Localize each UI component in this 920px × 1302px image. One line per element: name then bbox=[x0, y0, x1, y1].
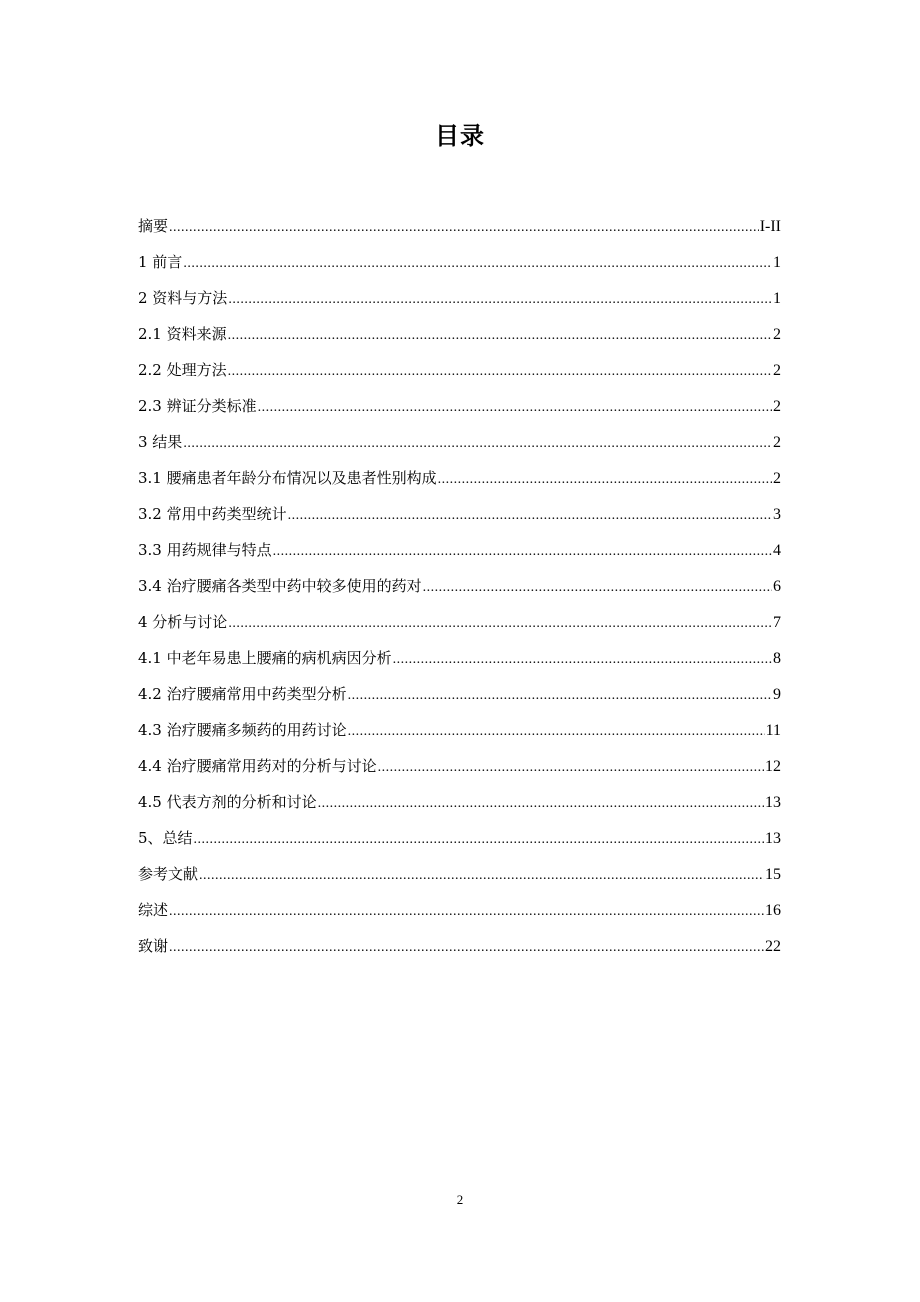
toc-entry-label: 2.3 辨证分类标准 bbox=[138, 397, 257, 415]
toc-entry bbox=[138, 460, 781, 496]
toc-dot-leader bbox=[169, 930, 764, 966]
toc-entry-page: 13 bbox=[765, 830, 781, 847]
toc-entry-label: 2 资料与方法 bbox=[138, 289, 228, 307]
toc-entry-page: 22 bbox=[765, 938, 781, 955]
toc-entry-label: 参考文献 bbox=[138, 865, 199, 883]
toc-entry-page: 12 bbox=[765, 758, 781, 775]
table-of-contents bbox=[138, 208, 781, 964]
toc-entry-page: 16 bbox=[765, 902, 781, 919]
toc-entry bbox=[138, 748, 781, 784]
toc-dot-leader bbox=[228, 354, 772, 390]
toc-entry bbox=[138, 424, 781, 460]
toc-entry-page: 9 bbox=[773, 686, 781, 703]
toc-entry bbox=[138, 280, 781, 316]
page-title: 目录 bbox=[435, 122, 485, 150]
toc-entry-label: 2.1 资料来源 bbox=[138, 325, 227, 343]
toc-entry bbox=[138, 676, 781, 712]
toc-entry bbox=[138, 568, 781, 604]
toc-entry bbox=[138, 784, 781, 820]
page-number: 2 bbox=[456, 1192, 464, 1207]
toc-dot-leader bbox=[228, 318, 772, 354]
toc-entry-label: 4 分析与讨论 bbox=[138, 613, 228, 631]
toc-dot-leader bbox=[378, 750, 764, 786]
toc-dot-leader bbox=[318, 786, 764, 822]
toc-entry-page: 2 bbox=[773, 398, 781, 415]
toc-entry-page: 6 bbox=[773, 578, 781, 595]
toc-entry-page: 2 bbox=[773, 362, 781, 379]
toc-entry-page: 3 bbox=[773, 506, 781, 523]
toc-dot-leader bbox=[228, 282, 772, 318]
toc-dot-leader bbox=[423, 570, 772, 606]
toc-entry bbox=[138, 532, 781, 568]
toc-entry-page: 2 bbox=[773, 434, 781, 451]
toc-dot-leader bbox=[438, 462, 772, 498]
toc-entry-page: 13 bbox=[765, 794, 781, 811]
toc-entry-label: 3.2 常用中药类型统计 bbox=[138, 505, 287, 523]
toc-dot-leader bbox=[273, 534, 772, 570]
toc-entry-label: 综述 bbox=[138, 901, 169, 919]
toc-entry-page: I-II bbox=[759, 218, 781, 235]
toc-dot-leader bbox=[288, 498, 772, 534]
toc-entry-page: 2 bbox=[773, 470, 781, 487]
toc-dot-leader bbox=[169, 210, 759, 246]
toc-entry-label: 4.2 治疗腰痛常用中药类型分析 bbox=[138, 685, 347, 703]
toc-entry-page: 1 bbox=[773, 290, 781, 307]
toc-dot-leader bbox=[183, 426, 772, 462]
toc-entry bbox=[138, 352, 781, 388]
toc-dot-leader bbox=[194, 822, 764, 858]
toc-entry-page: 7 bbox=[773, 614, 781, 631]
toc-entry bbox=[138, 820, 781, 856]
toc-entry-label: 1 前言 bbox=[138, 253, 183, 271]
toc-entry bbox=[138, 640, 781, 676]
toc-entry-label: 4.1 中老年易患上腰痛的病机病因分析 bbox=[138, 649, 392, 667]
toc-entry-page: 11 bbox=[765, 722, 781, 739]
toc-dot-leader bbox=[348, 714, 765, 750]
toc-dot-leader bbox=[183, 246, 772, 282]
toc-entry bbox=[138, 604, 781, 640]
toc-entry bbox=[138, 388, 781, 424]
toc-dot-leader bbox=[228, 606, 772, 642]
toc-entry-label: 4.3 治疗腰痛多频药的用药讨论 bbox=[138, 721, 347, 739]
toc-entry bbox=[138, 856, 781, 892]
toc-entry-page: 2 bbox=[773, 326, 781, 343]
toc-entry-page: 8 bbox=[773, 650, 781, 667]
toc-entry bbox=[138, 496, 781, 532]
toc-dot-leader bbox=[348, 678, 772, 714]
toc-entry-label: 4.4 治疗腰痛常用药对的分析与讨论 bbox=[138, 757, 377, 775]
toc-entry-label: 3.4 治疗腰痛各类型中药中较多使用的药对 bbox=[138, 577, 422, 595]
toc-dot-leader bbox=[169, 894, 764, 930]
toc-entry bbox=[138, 208, 781, 244]
toc-entry bbox=[138, 712, 781, 748]
toc-entry bbox=[138, 928, 781, 964]
toc-entry-label: 3.1 腰痛患者年龄分布情况以及患者性别构成 bbox=[138, 469, 437, 487]
toc-dot-leader bbox=[393, 642, 772, 678]
toc-entry-page: 15 bbox=[765, 866, 781, 883]
toc-entry bbox=[138, 244, 781, 280]
toc-entry-label: 3 结果 bbox=[138, 433, 183, 451]
toc-entry-label: 致谢 bbox=[138, 937, 169, 955]
toc-entry-page: 1 bbox=[773, 254, 781, 271]
toc-entry bbox=[138, 316, 781, 352]
toc-entry-label: 摘要 bbox=[138, 217, 169, 235]
toc-entry-label: 2.2 处理方法 bbox=[138, 361, 227, 379]
toc-entry-label: 5、总结 bbox=[138, 829, 193, 847]
toc-dot-leader bbox=[199, 858, 764, 894]
toc-entry-page: 4 bbox=[773, 542, 781, 559]
toc-entry bbox=[138, 892, 781, 928]
toc-entry-label: 4.5 代表方剂的分析和讨论 bbox=[138, 793, 317, 811]
toc-dot-leader bbox=[258, 390, 772, 426]
toc-entry-label: 3.3 用药规律与特点 bbox=[138, 541, 272, 559]
